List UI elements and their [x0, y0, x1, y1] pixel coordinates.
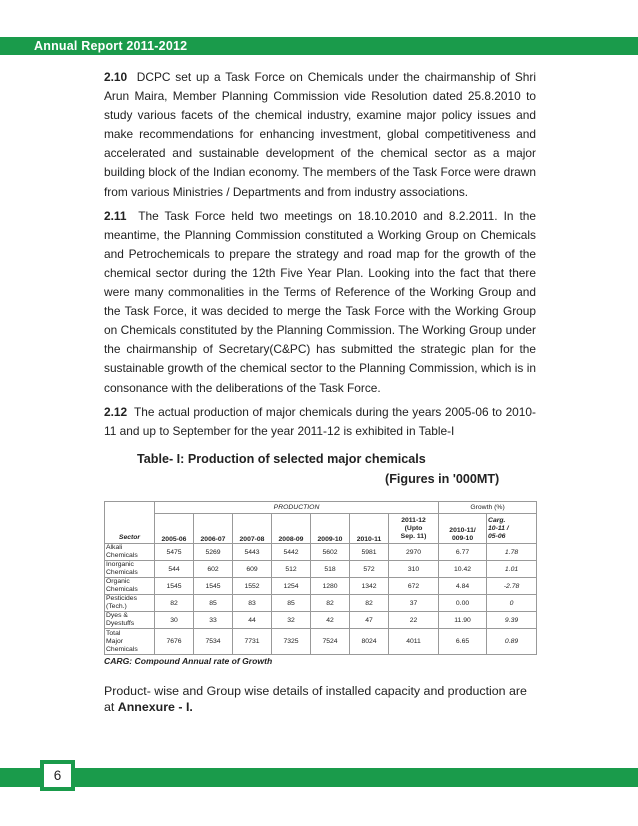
value-cell: 1342 — [350, 578, 389, 595]
value-cell: 8024 — [350, 629, 389, 655]
value-cell: 37 — [389, 595, 439, 612]
value-cell: 310 — [389, 561, 439, 578]
sector-line: Chemicals — [106, 552, 138, 559]
sector-line: (Tech.) — [106, 603, 127, 610]
value-cell: 82 — [311, 595, 350, 612]
value-cell: 1280 — [311, 578, 350, 595]
value-cell: 5269 — [194, 544, 233, 561]
value-cell: 7676 — [155, 629, 194, 655]
sector-cell — [105, 544, 155, 561]
sector-line: Dyestuffs — [106, 620, 135, 627]
value-cell: 5602 — [311, 544, 350, 561]
value-cell: 1552 — [233, 578, 272, 595]
table-title: Table- I: Production of selected major chemicals — [137, 452, 426, 466]
value-cell: 44 — [233, 612, 272, 629]
paragraph-2-11 — [104, 207, 536, 398]
value-cell: -2.78 — [487, 578, 537, 595]
sector-header-label: Sector — [118, 534, 141, 541]
sector-line: Chemicals — [106, 586, 138, 593]
sector-cell — [105, 595, 155, 612]
value-cell: 83 — [233, 595, 272, 612]
paragraph-2-12 — [104, 403, 536, 441]
year-header: 2006-07 — [194, 514, 233, 544]
sector-line: Inorganic — [106, 561, 134, 568]
sector-line: Dyes & — [106, 612, 128, 619]
value-cell: 4011 — [389, 629, 439, 655]
growth-header — [439, 514, 487, 544]
table-row — [105, 544, 537, 561]
sector-line: Major — [106, 637, 123, 645]
table-row — [105, 612, 537, 629]
value-cell: 512 — [272, 561, 311, 578]
year-header: 2005-06 — [155, 514, 194, 544]
table-row — [105, 561, 537, 578]
sector-header — [105, 502, 155, 544]
sector-line: Alkali — [106, 544, 123, 551]
value-cell: 82 — [350, 595, 389, 612]
closing-paragraph — [104, 683, 534, 715]
value-cell: 6.77 — [439, 544, 487, 561]
value-cell: 1545 — [155, 578, 194, 595]
paragraph-text: DCPC set up a Task Force on Chemicals under the chairmanship of Shri Arun Maira, Member Planning Commission vide Resolution dated 25.8.2010 to study various facets of the chemical industry, examine major policy issues and make recommendations for enhancing investment, global competitiveness and accelerated and sustainable development of the chemical sector as a major building block of the Indian economy. The members of the Task Force were drawn from various Ministries / Departments and from industry associations. — [104, 70, 536, 199]
value-cell: 85 — [272, 595, 311, 612]
column-header-row — [105, 514, 537, 544]
paragraph-number: 2.11 — [104, 208, 127, 223]
table-row — [105, 595, 537, 612]
value-cell: 10.42 — [439, 561, 487, 578]
header-line: 2010-11/ — [449, 527, 476, 534]
value-cell: 602 — [194, 561, 233, 578]
value-cell: 1.01 — [487, 561, 537, 578]
sector-line: Total — [106, 629, 121, 637]
header-line: 009-10 — [451, 535, 474, 542]
value-cell: 609 — [233, 561, 272, 578]
paragraph-text: The Task Force held two meetings on 18.10.2010 and 8.2.2011. In the meantime, the Planning Commission constituted a Working Group on Chemicals and Petrochemicals to prepare the strategy and road map for the growth of the chemical sector during the 12th Five Year Plan. Looking into the fact that there were many commonalities in the Terms of Reference of the Working Group and the Task Force, it was decided to merge the Task Force with the Working Group on Chemicals constituted by the Planning Commission. The Working Group under the chairmanship of Secretary(C&PC) has submitted the strategic plan for the sustainable growth of the chemical sector to the Planning Commission, which is in consonance with the deliberations of the Task Force. — [104, 208, 536, 395]
value-cell: 1545 — [194, 578, 233, 595]
header-line: 2011-12 — [401, 516, 426, 524]
production-group-header: PRODUCTION — [155, 502, 439, 514]
total-row — [105, 629, 537, 655]
value-cell: 572 — [350, 561, 389, 578]
value-cell: 7325 — [272, 629, 311, 655]
sector-line: Chemicals — [106, 645, 138, 653]
closing-text: Product- wise and Group wise details of installed capacity and production are at — [104, 684, 527, 714]
value-cell: 0 — [487, 595, 537, 612]
value-cell: 2970 — [389, 544, 439, 561]
body-text — [104, 68, 536, 446]
value-cell: 5475 — [155, 544, 194, 561]
value-cell: 30 — [155, 612, 194, 629]
year-header: 2009-10 — [311, 514, 350, 544]
value-cell: 518 — [311, 561, 350, 578]
value-cell: 9.39 — [487, 612, 537, 629]
paragraph-number: 2.10 — [104, 70, 128, 84]
value-cell: 47 — [350, 612, 389, 629]
year-header: 2007-08 — [233, 514, 272, 544]
header-line: Carg. — [488, 516, 506, 524]
value-cell: 11.90 — [439, 612, 487, 629]
table-row — [105, 578, 537, 595]
year-header: 2010-11 — [350, 514, 389, 544]
production-table — [104, 501, 537, 655]
annexure-reference: Annexure - I. — [117, 700, 193, 714]
paragraph-text: The actual production of major chemicals during the years 2005-06 to 2010-11 and up to September for the year 2011-12 is exhibited in Table-I — [104, 404, 536, 438]
header-line: 05-06 — [488, 532, 506, 540]
header-line: 10-11 / — [488, 524, 509, 532]
value-cell: 42 — [311, 612, 350, 629]
partial-year-header — [389, 514, 439, 544]
value-cell: 672 — [389, 578, 439, 595]
table-footnote: CARG: Compound Annual rate of Growth — [104, 656, 273, 666]
table-unit: (Figures in '000MT) — [385, 472, 500, 486]
value-cell: 4.84 — [439, 578, 487, 595]
paragraph-2-10 — [104, 68, 536, 202]
header-line: Sep. 11) — [400, 532, 427, 540]
value-cell: 22 — [389, 612, 439, 629]
value-cell: 5443 — [233, 544, 272, 561]
value-cell: 7524 — [311, 629, 350, 655]
sector-cell — [105, 612, 155, 629]
growth-group-header: Growth (%) — [439, 502, 537, 514]
value-cell: 5442 — [272, 544, 311, 561]
header-line: (Upto — [404, 524, 423, 532]
year-header: 2008-09 — [272, 514, 311, 544]
value-cell: 32 — [272, 612, 311, 629]
sector-line: Pesticides — [106, 595, 137, 602]
value-cell: 33 — [194, 612, 233, 629]
sector-cell — [105, 629, 155, 655]
value-cell: 7731 — [233, 629, 272, 655]
report-title: Annual Report 2011-2012 — [34, 39, 188, 53]
value-cell: 0.89 — [487, 629, 537, 655]
group-header-row — [105, 502, 537, 514]
value-cell: 544 — [155, 561, 194, 578]
value-cell: 5981 — [350, 544, 389, 561]
sector-cell — [105, 561, 155, 578]
value-cell: 82 — [155, 595, 194, 612]
sector-cell — [105, 578, 155, 595]
sector-line: Organic — [106, 578, 130, 585]
sector-line: Chemicals — [106, 569, 138, 576]
carg-header — [487, 514, 537, 544]
value-cell: 1.78 — [487, 544, 537, 561]
paragraph-number: 2.12 — [104, 404, 128, 419]
footer-band — [0, 768, 638, 787]
value-cell: 6.65 — [439, 629, 487, 655]
page-number: 6 — [44, 764, 71, 787]
value-cell: 85 — [194, 595, 233, 612]
value-cell: 7534 — [194, 629, 233, 655]
page-number-box — [40, 760, 75, 791]
value-cell: 1254 — [272, 578, 311, 595]
value-cell: 0.00 — [439, 595, 487, 612]
